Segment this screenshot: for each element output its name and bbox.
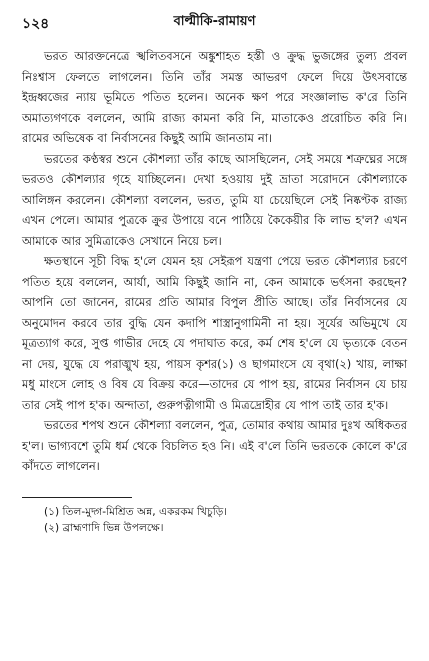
body-text (22, 46, 407, 477)
paragraph: ভরত আরক্তনেত্রে স্খলিতবসনে অঙ্কুশাহত হস্তী ও ক্রুদ্ধ ভুজঙ্গের তুল্য প্রবল নিঃশ্বাস ফেলতে লাগলেন। তিনি তাঁর সমস্ত আভরণ ফেলে দিয়ে উৎসবান্তে ইন্দ্রধ্বজের ন্যায় ভূমিতে পতিত হলেন। অনেক ক্ষণ পরে সংজ্ঞালাভ ক'রে তিনি অমাত্যগণকে বললেন, আমি রাজ্য কামনা করি নি, মাতাকেও প্ররোচিত করি নি। রামের অভিষেক বা নির্বাসনের কিছুই আমি জানতাম না। (22, 49, 407, 145)
footnote-divider (22, 497, 132, 498)
footnote: (২) ব্রাহ্মণাদি ভিন্ন উপলক্ষে। (44, 521, 164, 534)
footnotes (22, 504, 407, 536)
paragraph: ভরতের শপথ শুনে কৌশল্যা বললেন, পুত্র, তোমার কথায় আমার দুঃখ অধিকতর হ'ল। ভাগ্যবশে তুমি ধর্ম থেকে বিচলিত হও নি। এই ব'লে তিনি ভরতকে কোলে ক'রে কাঁদতে লাগলেন। (22, 418, 407, 473)
page-header (22, 10, 407, 36)
paragraph: ক্ষতস্থানে সূচী বিদ্ধ হ'লে যেমন হয় সেইরূপ যন্ত্রণা পেয়ে ভরত কৌশল্যার চরণে পতিত হয়ে বললেন, আর্যা, আমি কিছুই জানি না, কেন আমাকে ভর্ৎসনা করছেন? আপনি তো জানেন, রামের প্রতি আমার বিপুল প্রীতি আছে। তাঁর নির্বাসনের যে অনুমোদন করবে তার বুদ্ধি যেন কদাপি শাস্ত্রানুগামিনী না হয়। সূর্যের অভিমুখে যে মূত্রত্যাগ করে, সুপ্ত গাভীর দেহে যে পদাঘাত করে, কর্ম শেষ হ'লে যে ভৃত্যকে বেতন না দেয়, যুদ্ধে যে পরাঙ্মুখ হয়, পায়স কৃশর(১) ও ছাগমাংসে যে বৃথা(২) খায়, লাক্ষা মধু মাংসে লোহ ও বিষ যে বিক্রয় করে—তাদের যে পাপ হয়, রামের নির্বাসন যে চায় তার সেই পাপ হ'ক। অন্দাতা, গুরুপত্নীগামী ও মিত্রদ্রোহীর যে পাপ তাই তার হ'ক। (22, 254, 407, 412)
paragraph: ভরতের কণ্ঠস্বর শুনে কৌশল্যা তাঁর কাছে আসছিলেন, সেই সময়ে শত্রুঘ্নের সঙ্গে ভরতও কৌশল্যার গৃহে যাচ্ছিলেন। দেখা হওয়ায় দুই ভ্রাতা সরোদনে কৌশল্যাকে আলিঙ্গন করলেন। কৌশল্যা বললেন, ভরত, তুমি যা চেয়েছিলে সেই নিষ্কণ্টক রাজ্য এখন পেলে। আমার পুত্রকে ক্রুর উপায়ে বনে পাঠিয়ে কৈকেয়ীর কি লাভ হ'ল? এখন আমাকে আর সুমিত্রাকেও সেখানে নিয়ে চল। (22, 151, 407, 248)
page-number: ১২৪ (22, 16, 50, 32)
footnote: (১) তিল-মুদ্গ-মিশ্রিত অন্ন, একরকম খিচুড়ি। (44, 505, 228, 518)
running-title: বাল্মীকি-রামায়ণ (173, 14, 256, 29)
